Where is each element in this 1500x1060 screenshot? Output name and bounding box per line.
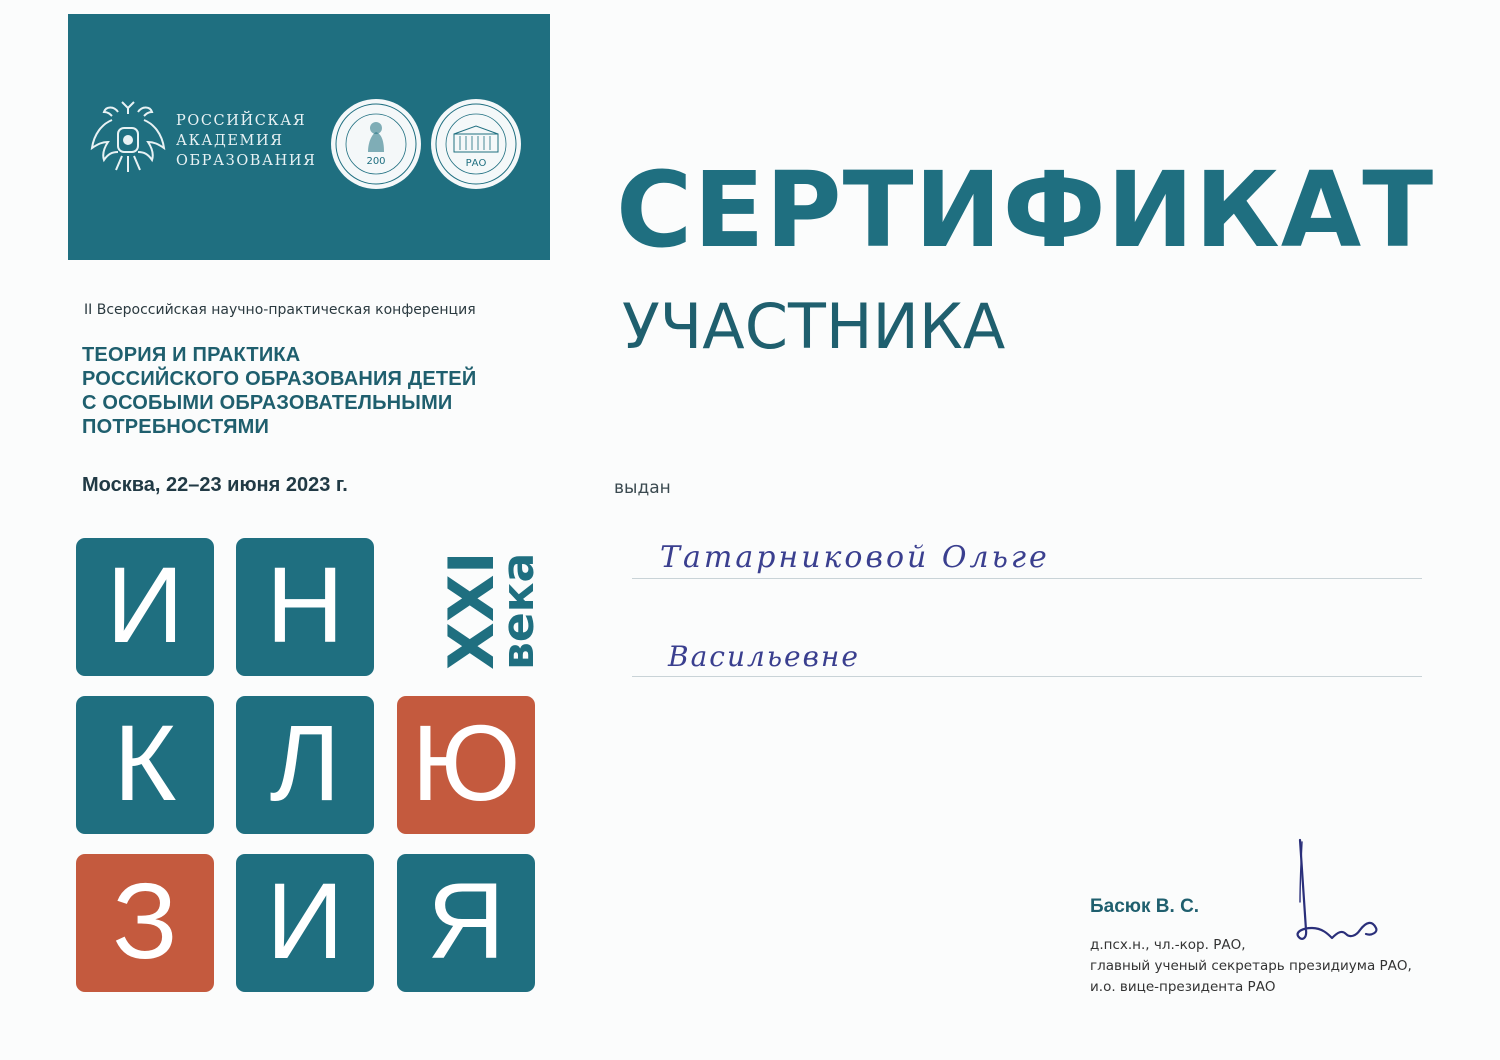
certificate-title: СЕРТИФИКАТ bbox=[616, 149, 1435, 271]
conference-title-line: РОССИЙСКОГО ОБРАЗОВАНИЯ ДЕТЕЙ bbox=[82, 368, 477, 390]
century-label bbox=[397, 538, 544, 676]
logo-tile: Ю bbox=[397, 696, 535, 834]
recipient-name-line-2: Васильевне bbox=[668, 640, 860, 673]
ushinsky-anniversary-seal bbox=[330, 98, 422, 190]
century-roman: XXI bbox=[435, 551, 508, 670]
logo-tile: Л bbox=[236, 696, 374, 834]
name-underline bbox=[632, 578, 1422, 579]
name-underline bbox=[632, 676, 1422, 677]
conference-subtitle: II Всероссийская научно-практическая конференция bbox=[84, 302, 476, 318]
signer-title-line: д.псх.н., чл.-кор. РАО, bbox=[1090, 937, 1246, 953]
issued-label: выдан bbox=[614, 478, 671, 498]
signer-title-line: главный ученый секретарь президиума РАО, bbox=[1090, 958, 1412, 974]
conference-title-line: С ОСОБЫМИ ОБРАЗОВАТЕЛЬНЫМИ bbox=[82, 392, 453, 414]
logo-tile: К bbox=[76, 696, 214, 834]
academy-name bbox=[176, 111, 316, 171]
academy-name-line: ОБРАЗОВАНИЯ bbox=[176, 153, 317, 169]
rao-anniversary-seal bbox=[430, 98, 522, 190]
signer-title-line: и.о. вице-президента РАО bbox=[1090, 979, 1276, 995]
conference-title bbox=[82, 343, 552, 439]
century-word: века bbox=[493, 552, 544, 670]
signer-name: Басюк В. С. bbox=[1090, 896, 1200, 917]
recipient-name-line-1: Татарниковой Ольге bbox=[660, 540, 1050, 575]
logo-tile: Н bbox=[236, 538, 374, 676]
academy-name-line: РОССИЙСКАЯ bbox=[176, 113, 307, 129]
conference-title-line: ПОТРЕБНОСТЯМИ bbox=[82, 416, 270, 438]
svg-text:200: 200 bbox=[366, 156, 386, 167]
academy-name-line: АКАДЕМИЯ bbox=[176, 133, 284, 149]
logo-tile: З bbox=[76, 854, 214, 992]
handwritten-signature bbox=[1290, 836, 1400, 966]
header-band bbox=[68, 14, 550, 260]
svg-text:РАО: РАО bbox=[465, 158, 487, 169]
logo-tile: И bbox=[236, 854, 374, 992]
conference-place-date: Москва, 22–23 июня 2023 г. bbox=[82, 474, 348, 496]
conference-title-line: ТЕОРИЯ И ПРАКТИКА bbox=[82, 344, 301, 366]
logo-tile: Я bbox=[397, 854, 535, 992]
double-headed-eagle-icon bbox=[88, 94, 168, 182]
certificate-subtitle: УЧАСТНИКА bbox=[622, 290, 1006, 363]
logo-tile: И bbox=[76, 538, 214, 676]
